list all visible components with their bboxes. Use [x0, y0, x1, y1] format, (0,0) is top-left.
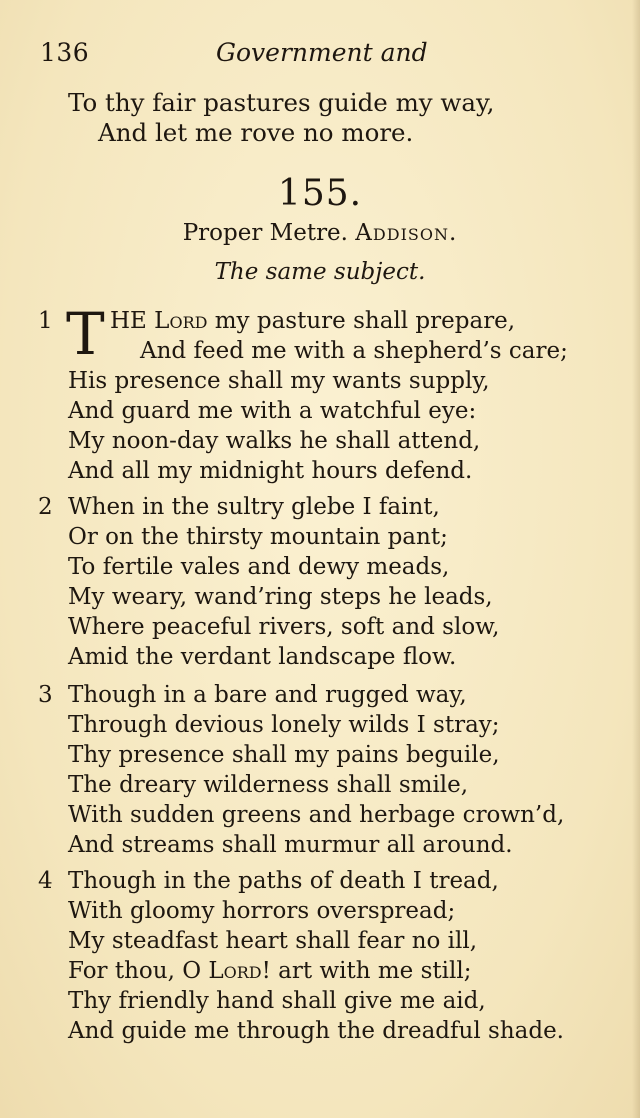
verse-line-tail: ! art with me still;: [261, 958, 472, 984]
verse-line-start: For thou, O: [68, 958, 209, 984]
verse-line: With sudden greens and herbage crown’d,: [68, 802, 565, 828]
stanza-number: 1: [38, 308, 53, 334]
stanza-lines: [68, 866, 628, 1046]
verse-line: Where peaceful rivers, soft and slow,: [68, 614, 500, 640]
verse-line: Amid the verdant landscape flow.: [68, 644, 457, 670]
verse-line: My noon-day walks he shall attend,: [68, 428, 481, 454]
verse-line: Though in the paths of death I tread,: [68, 868, 499, 894]
drop-cap: T: [66, 300, 105, 368]
verse-line: And streams shall murmur all around.: [68, 832, 513, 858]
page-header: [40, 38, 600, 72]
verse-line: [68, 306, 628, 336]
continued-stanza-ending: [68, 88, 608, 148]
stanza-lines: [68, 680, 628, 860]
verse-line: And let me rove no more.: [98, 118, 414, 147]
verse-line: Through devious lonely wilds I stray;: [68, 712, 500, 738]
verse-line: When in the sultry glebe I faint,: [68, 494, 440, 520]
verse-line: My steadfast heart shall fear no ill,: [68, 928, 478, 954]
verse-line: And feed me with a shepherd’s care;: [140, 338, 568, 364]
author-name: Addison.: [355, 220, 458, 246]
verse-line: Though in a bare and rugged way,: [68, 682, 467, 708]
page-edge-shadow: [632, 0, 640, 1118]
verse-line: With gloomy horrors overspread;: [68, 898, 456, 924]
verse-line: [68, 956, 628, 986]
stanza-number: 2: [38, 494, 53, 520]
stanza-number: 3: [38, 682, 53, 708]
verse-line: Or on the thirsty mountain pant;: [68, 524, 448, 550]
verse-line: To fertile vales and dewy meads,: [68, 554, 450, 580]
metre-and-author: [0, 220, 640, 246]
verse-line: And all my midnight hours defend.: [68, 458, 473, 484]
verse-line: Thy presence shall my pains beguile,: [68, 742, 500, 768]
stanza-lines: [68, 492, 628, 672]
verse-line: His presence shall my wants supply,: [68, 368, 490, 394]
lord-word: Lord: [208, 958, 262, 984]
verse-line: To thy fair pastures guide my way,: [68, 88, 495, 117]
hymn-number: 155.: [277, 173, 363, 214]
verse-line-start: HE: [110, 308, 155, 334]
page-number: 136: [40, 38, 90, 67]
hymn-subject: The same subject.: [214, 259, 426, 285]
verse-line: And guard me with a watchful eye:: [68, 398, 477, 424]
verse-line: The dreary wilderness shall smile,: [68, 772, 469, 798]
metre-label: Proper Metre.: [182, 220, 348, 246]
verse-line-tail: my pasture shall prepare,: [207, 308, 516, 334]
verse-line: My weary, wand’ring steps he leads,: [68, 584, 493, 610]
verse-line: And guide me through the dreadful shade.: [68, 1018, 564, 1044]
running-head: Government and: [216, 38, 428, 67]
stanza-number: 4: [38, 868, 53, 894]
verse-line: Thy friendly hand shall give me aid,: [68, 988, 486, 1014]
lord-word: Lord: [154, 308, 208, 334]
stanza-lines: [66, 300, 628, 486]
